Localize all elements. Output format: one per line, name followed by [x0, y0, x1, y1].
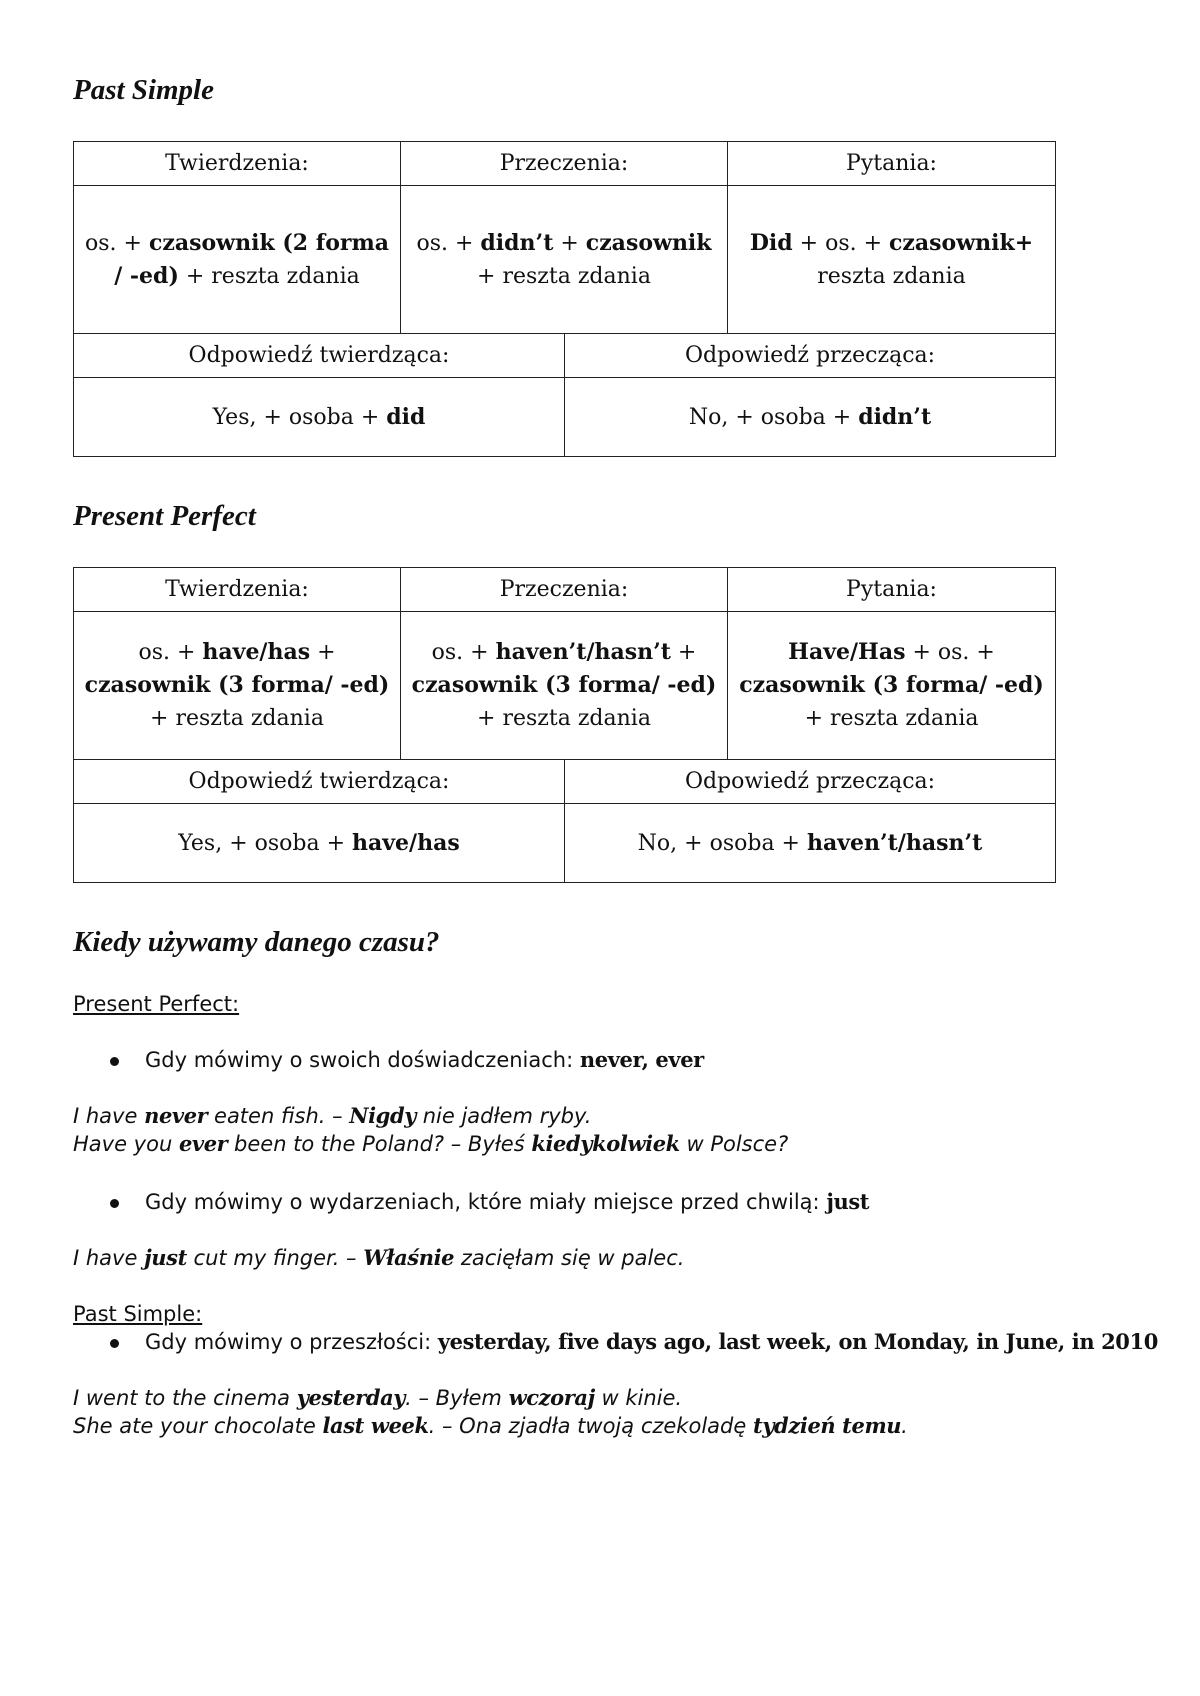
example-text: Have you [73, 1132, 179, 1156]
header-affirmative: Twierdzenia: [74, 142, 401, 186]
example-keyword: wczoraj [508, 1385, 595, 1410]
rule-bold: czasownik (3 forma/ -ed) [84, 672, 390, 698]
example-keyword: kiedykolwiek [531, 1131, 680, 1156]
example-line [73, 1103, 591, 1128]
cell-answer-yes [74, 378, 565, 457]
rule-bold: czasownik+ [889, 229, 1034, 256]
example-keyword: never [144, 1103, 208, 1128]
rule-bold: haven’t/hasn’t [806, 829, 983, 856]
rule-bold: Have/Has [788, 639, 906, 665]
bullet-experience [145, 1047, 704, 1072]
present-perfect-table [73, 567, 1056, 883]
bullet-text: Gdy mówimy o swoich doświadczeniach: [145, 1048, 580, 1072]
rule-bold: have/has [352, 829, 460, 856]
header-negative: Przeczenia: [401, 142, 728, 186]
example-text: been to the Poland? – Byłeś [227, 1132, 532, 1156]
example-keyword: last week [322, 1413, 429, 1438]
bullet-text: Gdy mówimy o wydarzeniach, które miały miejsce przed chwilą: [145, 1190, 827, 1214]
rule-text: + [553, 230, 586, 256]
example-keyword: Właśnie [363, 1245, 455, 1270]
example-text: zacięłam się w palec. [454, 1246, 685, 1270]
cell-answer-no [565, 804, 1056, 883]
cell-affirmative-rule [74, 186, 401, 334]
rule-text: os. + [138, 640, 203, 665]
rule-text: No, + osoba + [637, 830, 807, 856]
rule-bold: haven’t/hasn’t [495, 639, 671, 665]
example-text: She ate your chocolate [73, 1414, 323, 1438]
present-perfect-label: Present Perfect: [73, 992, 240, 1016]
rule-text: + [310, 640, 336, 665]
bullet-dot [110, 1199, 119, 1208]
cell-negative-rule [401, 612, 728, 760]
example-keyword: tydzień temu [752, 1413, 902, 1438]
example-line [73, 1245, 684, 1270]
bullet-past [145, 1329, 1158, 1354]
rule-text: + reszta zdania [477, 263, 651, 289]
header-affirmative: Twierdzenia: [74, 568, 401, 612]
cell-negative-rule [401, 186, 728, 334]
rule-text: No, + osoba + [688, 404, 859, 430]
bullet-keywords: just [826, 1189, 870, 1214]
example-text: . [901, 1414, 908, 1438]
example-text: w Polsce? [679, 1132, 789, 1156]
rule-bold: have/has [202, 639, 311, 665]
header-question: Pytania: [728, 568, 1056, 612]
rule-bold: Did [749, 229, 793, 256]
example-text: I went to the cinema [73, 1386, 297, 1410]
bullet-keywords: never, ever [579, 1047, 704, 1072]
example-keyword: yesterday [296, 1385, 406, 1410]
past-simple-table [73, 141, 1056, 457]
rule-text: os. + [416, 230, 481, 256]
past-simple-title: Past Simple [73, 74, 214, 106]
example-text: nie jadłem ryby. [416, 1104, 592, 1128]
rule-text: + reszta zdania [477, 706, 651, 731]
rule-text: + reszta zdania [178, 263, 360, 289]
header-answer-no: Odpowiedź przecząca: [565, 760, 1056, 804]
example-keyword: just [144, 1245, 187, 1270]
bullet-recent [145, 1189, 869, 1214]
cell-question-rule [728, 612, 1056, 760]
example-text: w kinie. [594, 1386, 683, 1410]
past-simple-label: Past Simple: [73, 1302, 203, 1326]
example-keyword: ever [178, 1131, 228, 1156]
example-keyword: Nigdy [349, 1103, 417, 1128]
rule-bold: czasownik [585, 229, 712, 256]
example-text: I have [73, 1104, 145, 1128]
header-negative: Przeczenia: [401, 568, 728, 612]
rule-text: os. + [431, 640, 496, 665]
example-text: . – Byłem [405, 1386, 509, 1410]
example-line [73, 1131, 788, 1156]
example-line [73, 1413, 908, 1438]
rule-text: + os. + [792, 230, 890, 256]
rule-bold: czasownik (2 forma / -ed) [114, 229, 389, 289]
example-text: cut my finger. – [186, 1246, 364, 1270]
example-text: I have [73, 1246, 145, 1270]
rule-text: + os. + [905, 640, 995, 665]
rule-text: + reszta zdania [804, 706, 979, 731]
bullet-text: Gdy mówimy o przeszłości: [145, 1330, 438, 1354]
cell-affirmative-rule [74, 612, 401, 760]
rule-text: os. + [85, 230, 149, 256]
header-answer-yes: Odpowiedź twierdząca: [74, 760, 565, 804]
header-answer-yes: Odpowiedź twierdząca: [74, 334, 565, 378]
example-text: . – Ona zjadła twoją czekoladę [428, 1414, 753, 1438]
cell-answer-yes [74, 804, 565, 883]
rule-bold: czasownik (3 forma/ -ed) [739, 672, 1044, 698]
bullet-dot [110, 1339, 119, 1348]
header-question: Pytania: [728, 142, 1056, 186]
example-text: eaten fish. – [207, 1104, 350, 1128]
bullet-dot [110, 1057, 119, 1066]
rule-text: reszta zdania [817, 263, 966, 289]
usage-title: Kiedy używamy danego czasu? [73, 926, 440, 958]
rule-bold: did [386, 403, 426, 430]
rule-bold: didn’t [480, 229, 554, 256]
bullet-keywords: yesterday, five days ago, last week, on Monday, in June, in 2010 [437, 1329, 1158, 1354]
present-perfect-title: Present Perfect [73, 500, 256, 532]
example-line [73, 1385, 682, 1410]
cell-question-rule [728, 186, 1056, 334]
rule-text: Yes, + osoba + [212, 404, 387, 430]
rule-text: Yes, + osoba + [178, 830, 353, 856]
header-answer-no: Odpowiedź przecząca: [565, 334, 1056, 378]
cell-answer-no [565, 378, 1056, 457]
rule-text: + reszta zdania [150, 706, 324, 731]
rule-bold: didn’t [858, 403, 932, 430]
rule-text: + [670, 640, 697, 665]
rule-bold: czasownik (3 forma/ -ed) [411, 672, 717, 698]
